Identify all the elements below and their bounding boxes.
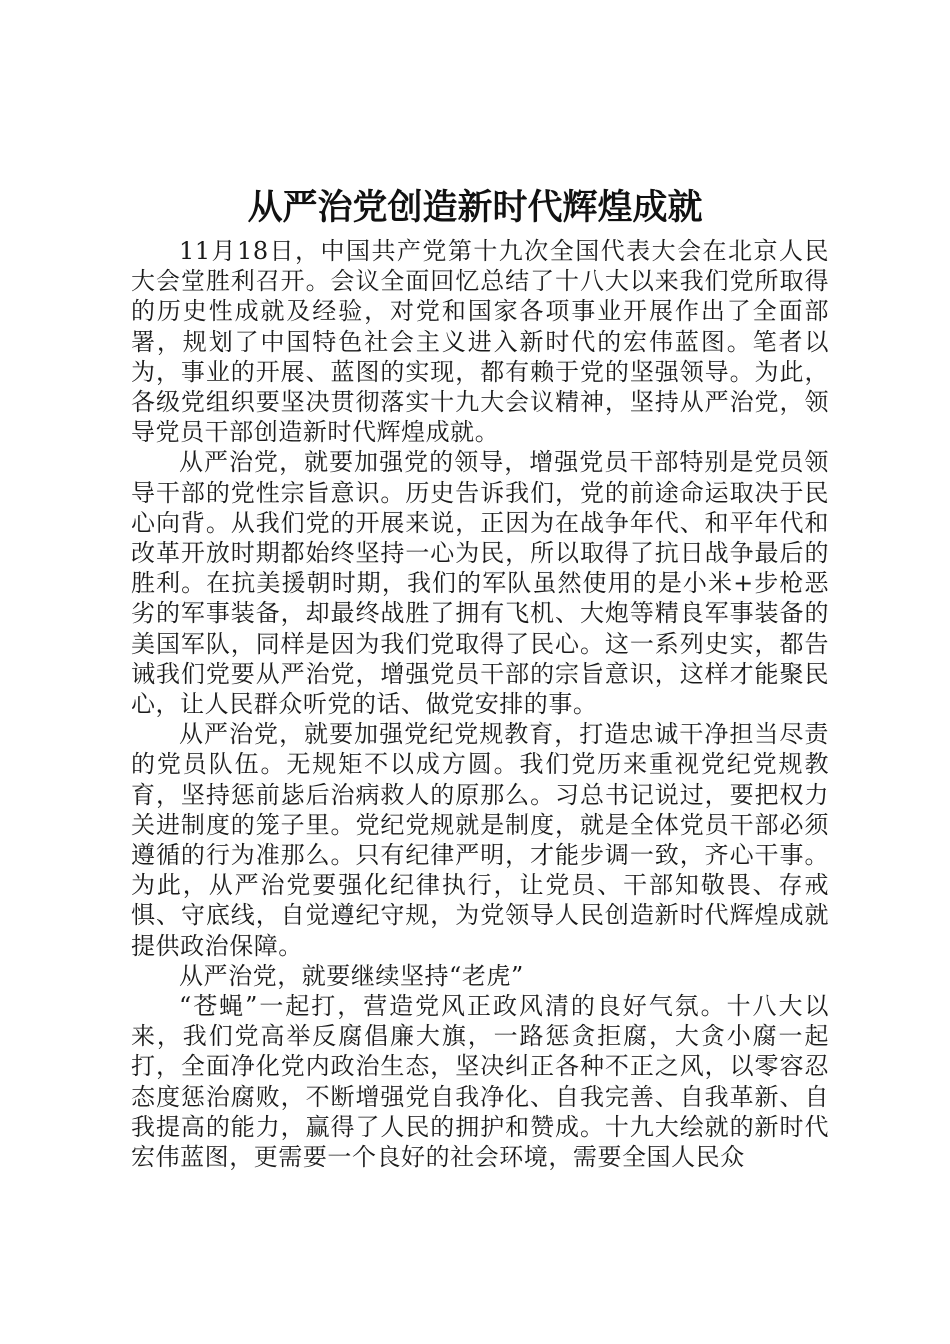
paragraph-intro: 11月18日，中国共产党第十九次全国代表大会在北京人民大会堂胜利召开。会议全面回忆总结了十八大以来我们党所取得的历史性成就及经验，对党和国家各项事业开展作出了全面部署，规划了中国特色社会主义进入新时代的宏伟蓝图。笔者以为，事业的开展、蓝图的实现，都有赖于党的坚强领导。为此，各级党组织要坚决贯彻落实十九大会议精神，坚持从严治党，领导党员干部创造新时代辉煌成就。 <box>131 237 829 447</box>
document-title: 从严治党创造新时代辉煌成就 <box>247 187 703 228</box>
paragraph-party-leadership: 从严治党，就要加强党的领导，增强党员干部特别是党员领导干部的党性宗旨意识。历史告诉我们，党的前途命运取决于民心向背。从我们党的开展来说，正因为在战争年代、和平年代和改革开放时期都始终坚持一心为民，所以取得了抗日战争最后的胜利。在抗美援朝时期，我们的军队虽然使用的是小米+步枪恶劣的军事装备，却最终战胜了拥有飞机、大炮等精良军事装备的美国军队，同样是因为我们党取得了民心。这一系列史实，都告诫我们党要从严治党，增强党员干部的宗旨意识，这样才能聚民心，让人民群众听党的话、做党安排的事。 <box>131 448 829 719</box>
paragraph-anti-corruption: “苍蝇”一起打，营造党风正政风清的良好气氛。十八大以来，我们党高举反腐倡廉大旗，一路惩贪拒腐，大贪小腐一起打，全面净化党内政治生态，坚决纠正各种不正之风，以零容忍态度惩治腐败，不断增强党自我净化、自我完善、自我革新、自我提高的能力，赢得了人民的拥护和赞成。十九大绘就的新时代宏伟蓝图，更需要一个良好的社会环境，需要全国人民众 <box>131 992 829 1172</box>
paragraph-anti-corruption-heading: 从严治党，就要继续坚持“老虎” <box>179 961 524 990</box>
paragraph-party-discipline: 从严治党，就要加强党纪党规教育，打造忠诚干净担当尽责的党员队伍。无规矩不以成方圆。我们党历来重视党纪党规教育，坚持惩前毖后治病救人的原那么。习总书记说过，要把权力关进制度的笼子里。党纪党规就是制度，就是全体党员干部必须遵循的行为准那么。只有纪律严明，才能步调一致，齐心干事。为此，从严治党要强化纪律执行，让党员、干部知敬畏、存戒惧、守底线，自觉遵纪守规，为党领导人民创造新时代辉煌成就提供政治保障。 <box>131 720 829 960</box>
document-body <box>131 236 829 1172</box>
